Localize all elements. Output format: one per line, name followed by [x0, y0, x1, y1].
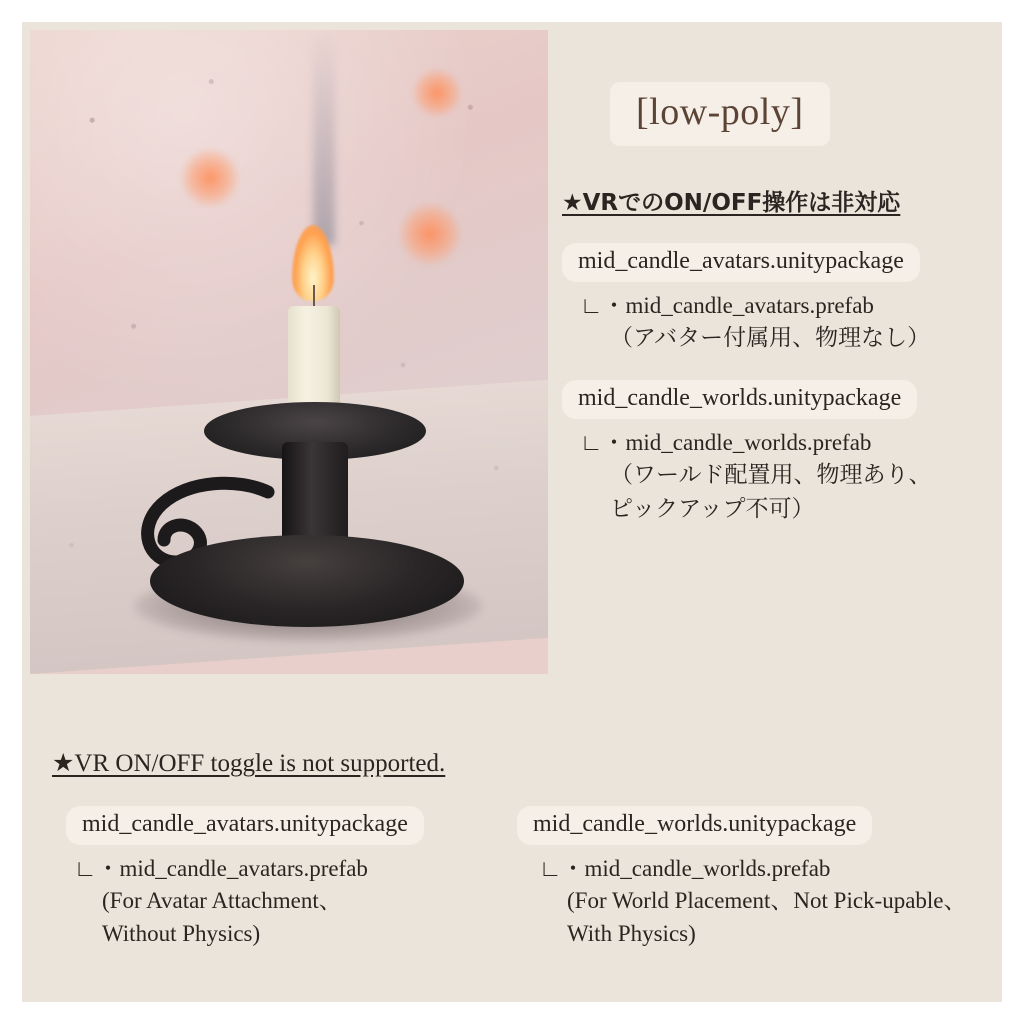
english-info-section: [52, 748, 982, 951]
product-card: [22, 22, 1002, 1002]
candle-holder-base: [150, 535, 464, 627]
package-note-line: ピックアップ不可）: [610, 495, 815, 521]
package-note-line: Without Physics): [102, 921, 261, 947]
low-poly-badge: [low-poly]: [610, 82, 830, 146]
package-note-line: （アバター付属用、物理なし）: [610, 325, 931, 351]
package-prefab-line: ∟・mid_candle_worlds.prefab: [539, 856, 831, 881]
product-image: [30, 30, 548, 674]
package-note-line: （ワールド配置用、物理あり、: [610, 462, 932, 488]
english-package-worlds: [517, 806, 982, 951]
bokeh-light-icon: [398, 202, 462, 266]
package-note-line: (For Avatar Attachment、: [102, 888, 342, 914]
package-name-pill: mid_candle_worlds.unitypackage: [562, 380, 917, 419]
japanese-info-column: [562, 82, 992, 525]
package-note-line: With Physics): [567, 921, 696, 947]
package-note-line: (For World Placement、Not Pick-upable、: [567, 888, 967, 914]
bokeh-light-icon: [180, 148, 240, 208]
package-name-pill: mid_candle_avatars.unitypackage: [562, 243, 920, 282]
package-prefab-line: ∟・mid_candle_worlds.prefab: [580, 430, 872, 456]
japanese-package-avatars: [562, 217, 992, 354]
japanese-vr-notice: ★VRでのON/OFF操作は非対応: [562, 190, 901, 216]
package-prefab-line: ∟・mid_candle_avatars.prefab: [74, 856, 368, 881]
package-prefab-line: ∟・mid_candle_avatars.prefab: [580, 293, 874, 318]
candle-smoke: [313, 30, 335, 245]
bokeh-light-icon: [412, 68, 462, 118]
english-package-columns: [52, 806, 982, 951]
japanese-package-worlds: [562, 354, 992, 525]
english-vr-notice: ★VR ON/OFF toggle is not supported.: [52, 750, 446, 777]
package-name-pill: mid_candle_worlds.unitypackage: [517, 806, 872, 845]
english-package-avatars: [52, 806, 517, 951]
package-name-pill: mid_candle_avatars.unitypackage: [66, 806, 424, 845]
